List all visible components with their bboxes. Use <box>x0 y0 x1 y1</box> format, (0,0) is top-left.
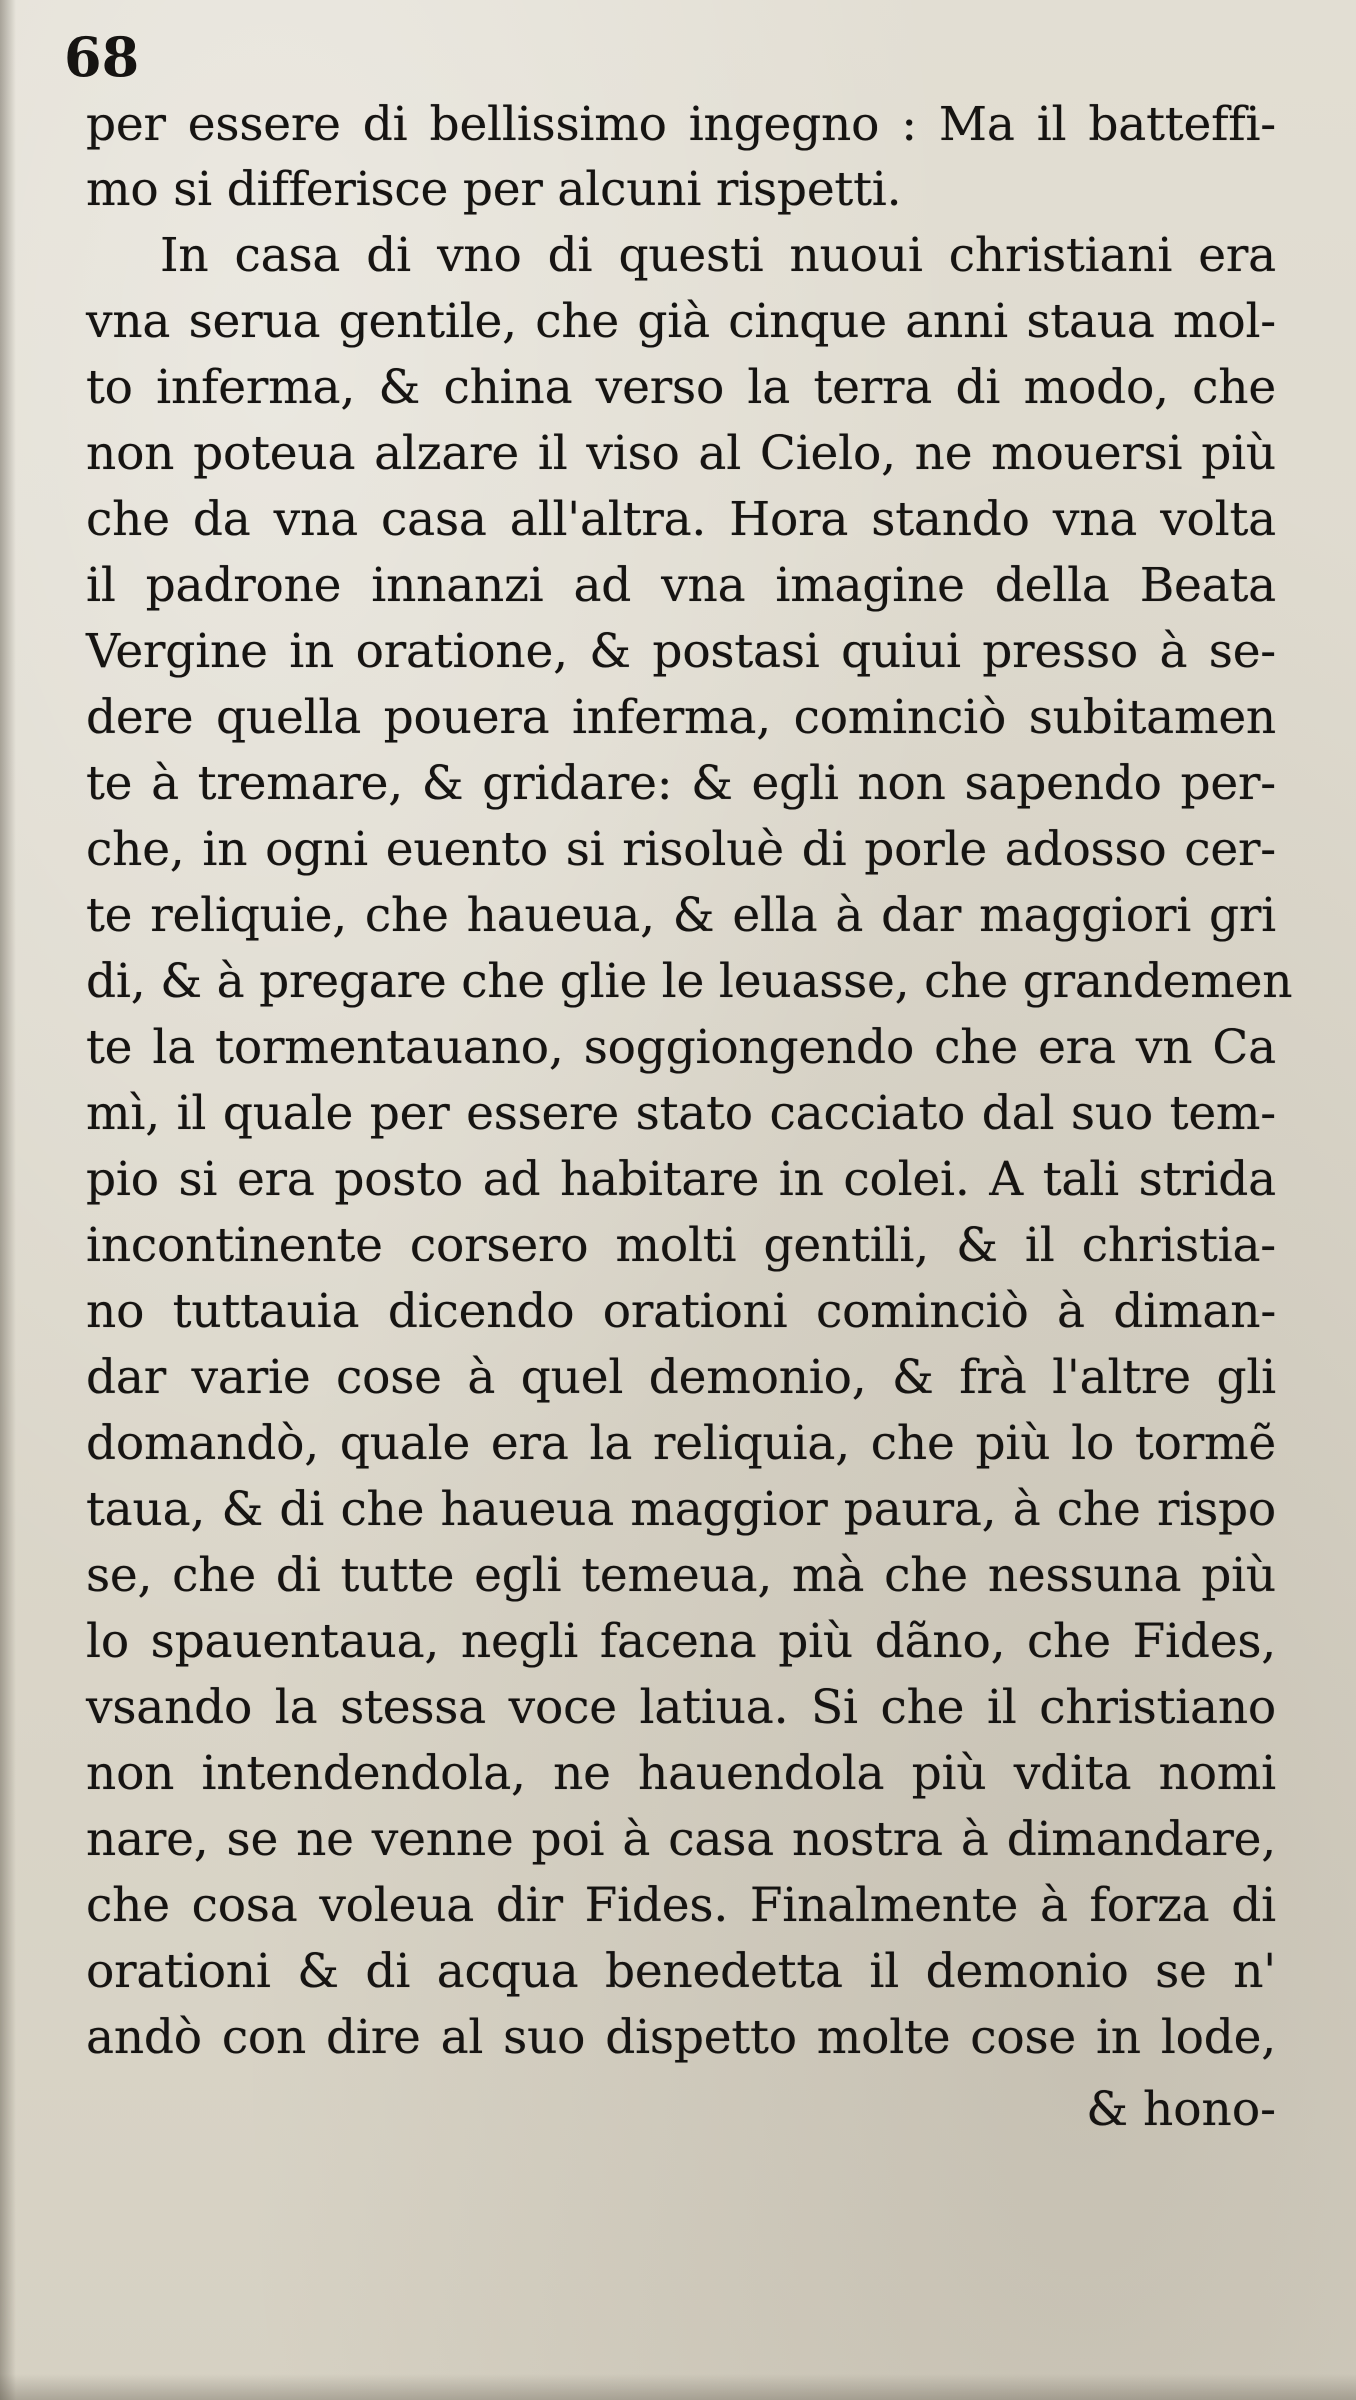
text-line-26: non intendendola, ne hauendola più vdita nomi <box>86 1746 1276 1801</box>
text-line-25: vsando la stessa voce latiua. Si che il christiano <box>86 1680 1276 1735</box>
page-shadow-bottom <box>0 2374 1356 2400</box>
text-line-21: domandò, quale era la reliquia, che più lo tormẽ <box>86 1416 1276 1471</box>
text-line-13: te reliquie, che haueua, & ella à dar maggiori gri <box>86 888 1276 943</box>
text-line-8: il padrone innanzi ad vna imagine della Beata <box>86 558 1276 613</box>
text-line-9: Vergine in oratione, & postasi quiui presso à se- <box>86 624 1276 679</box>
text-line-1: per essere di bellissimo ingegno : Ma il batteffi- <box>86 97 1276 152</box>
text-line-19: no tuttauia dicendo orationi cominciò à diman- <box>86 1284 1276 1339</box>
text-line-6: non poteua alzare il viso al Cielo, ne mouersi più <box>86 426 1276 481</box>
catchword: & hono- <box>1086 2082 1276 2137</box>
text-line-16: mì, il quale per essere stato cacciato dal suo tem- <box>86 1086 1276 1141</box>
text-line-27: nare, se ne venne poi à casa nostra à dimandare, <box>86 1812 1276 1867</box>
page-number: 68 <box>64 25 140 89</box>
text-line-14: di, & à pregare che glie le leuasse, che grandemen <box>86 954 1293 1009</box>
text-line-4: vna serua gentile, che già cinque anni staua mol- <box>86 294 1276 349</box>
text-line-11: te à tremare, & gridare: & egli non sapendo per- <box>86 756 1276 811</box>
text-line-5: to inferma, & china verso la terra di modo, che <box>86 360 1276 415</box>
text-line-24: lo spauentaua, negli facena più dãno, che Fides, <box>86 1614 1276 1669</box>
text-line-29: orationi & di acqua benedetta il demonio se n' <box>86 1944 1276 1999</box>
text-line-12: che, in ogni euento si risoluè di porle adosso cer- <box>86 822 1276 877</box>
text-line-23: se, che di tutte egli temeua, mà che nessuna più <box>86 1548 1276 1603</box>
text-line-7: che da vna casa all'altra. Hora stando vna volta <box>86 492 1276 547</box>
text-line-28: che cosa voleua dir Fides. Finalmente à forza di <box>86 1878 1276 1933</box>
text-line-18: incontinente corsero molti gentili, & il christia- <box>86 1218 1276 1273</box>
text-line-2: mo si differisce per alcuni rispetti. <box>86 162 902 217</box>
text-line-30: andò con dire al suo dispetto molte cose in lode, <box>86 2010 1276 2065</box>
text-line-17: pio si era posto ad habitare in colei. A tali strida <box>86 1152 1276 1207</box>
text-line-10: dere quella pouera inferma, cominciò subitamen <box>86 690 1276 745</box>
text-line-22: taua, & di che haueua maggior paura, à che rispo <box>86 1482 1276 1537</box>
text-line-20: dar varie cose à quel demonio, & frà l'altre gli <box>86 1350 1276 1405</box>
text-line-3: In casa di vno di questi nuoui christiani era <box>160 228 1276 283</box>
text-line-15: te la tormentauano, soggiongendo che era vn Ca <box>86 1020 1276 1075</box>
page-shadow-left <box>0 0 16 2400</box>
